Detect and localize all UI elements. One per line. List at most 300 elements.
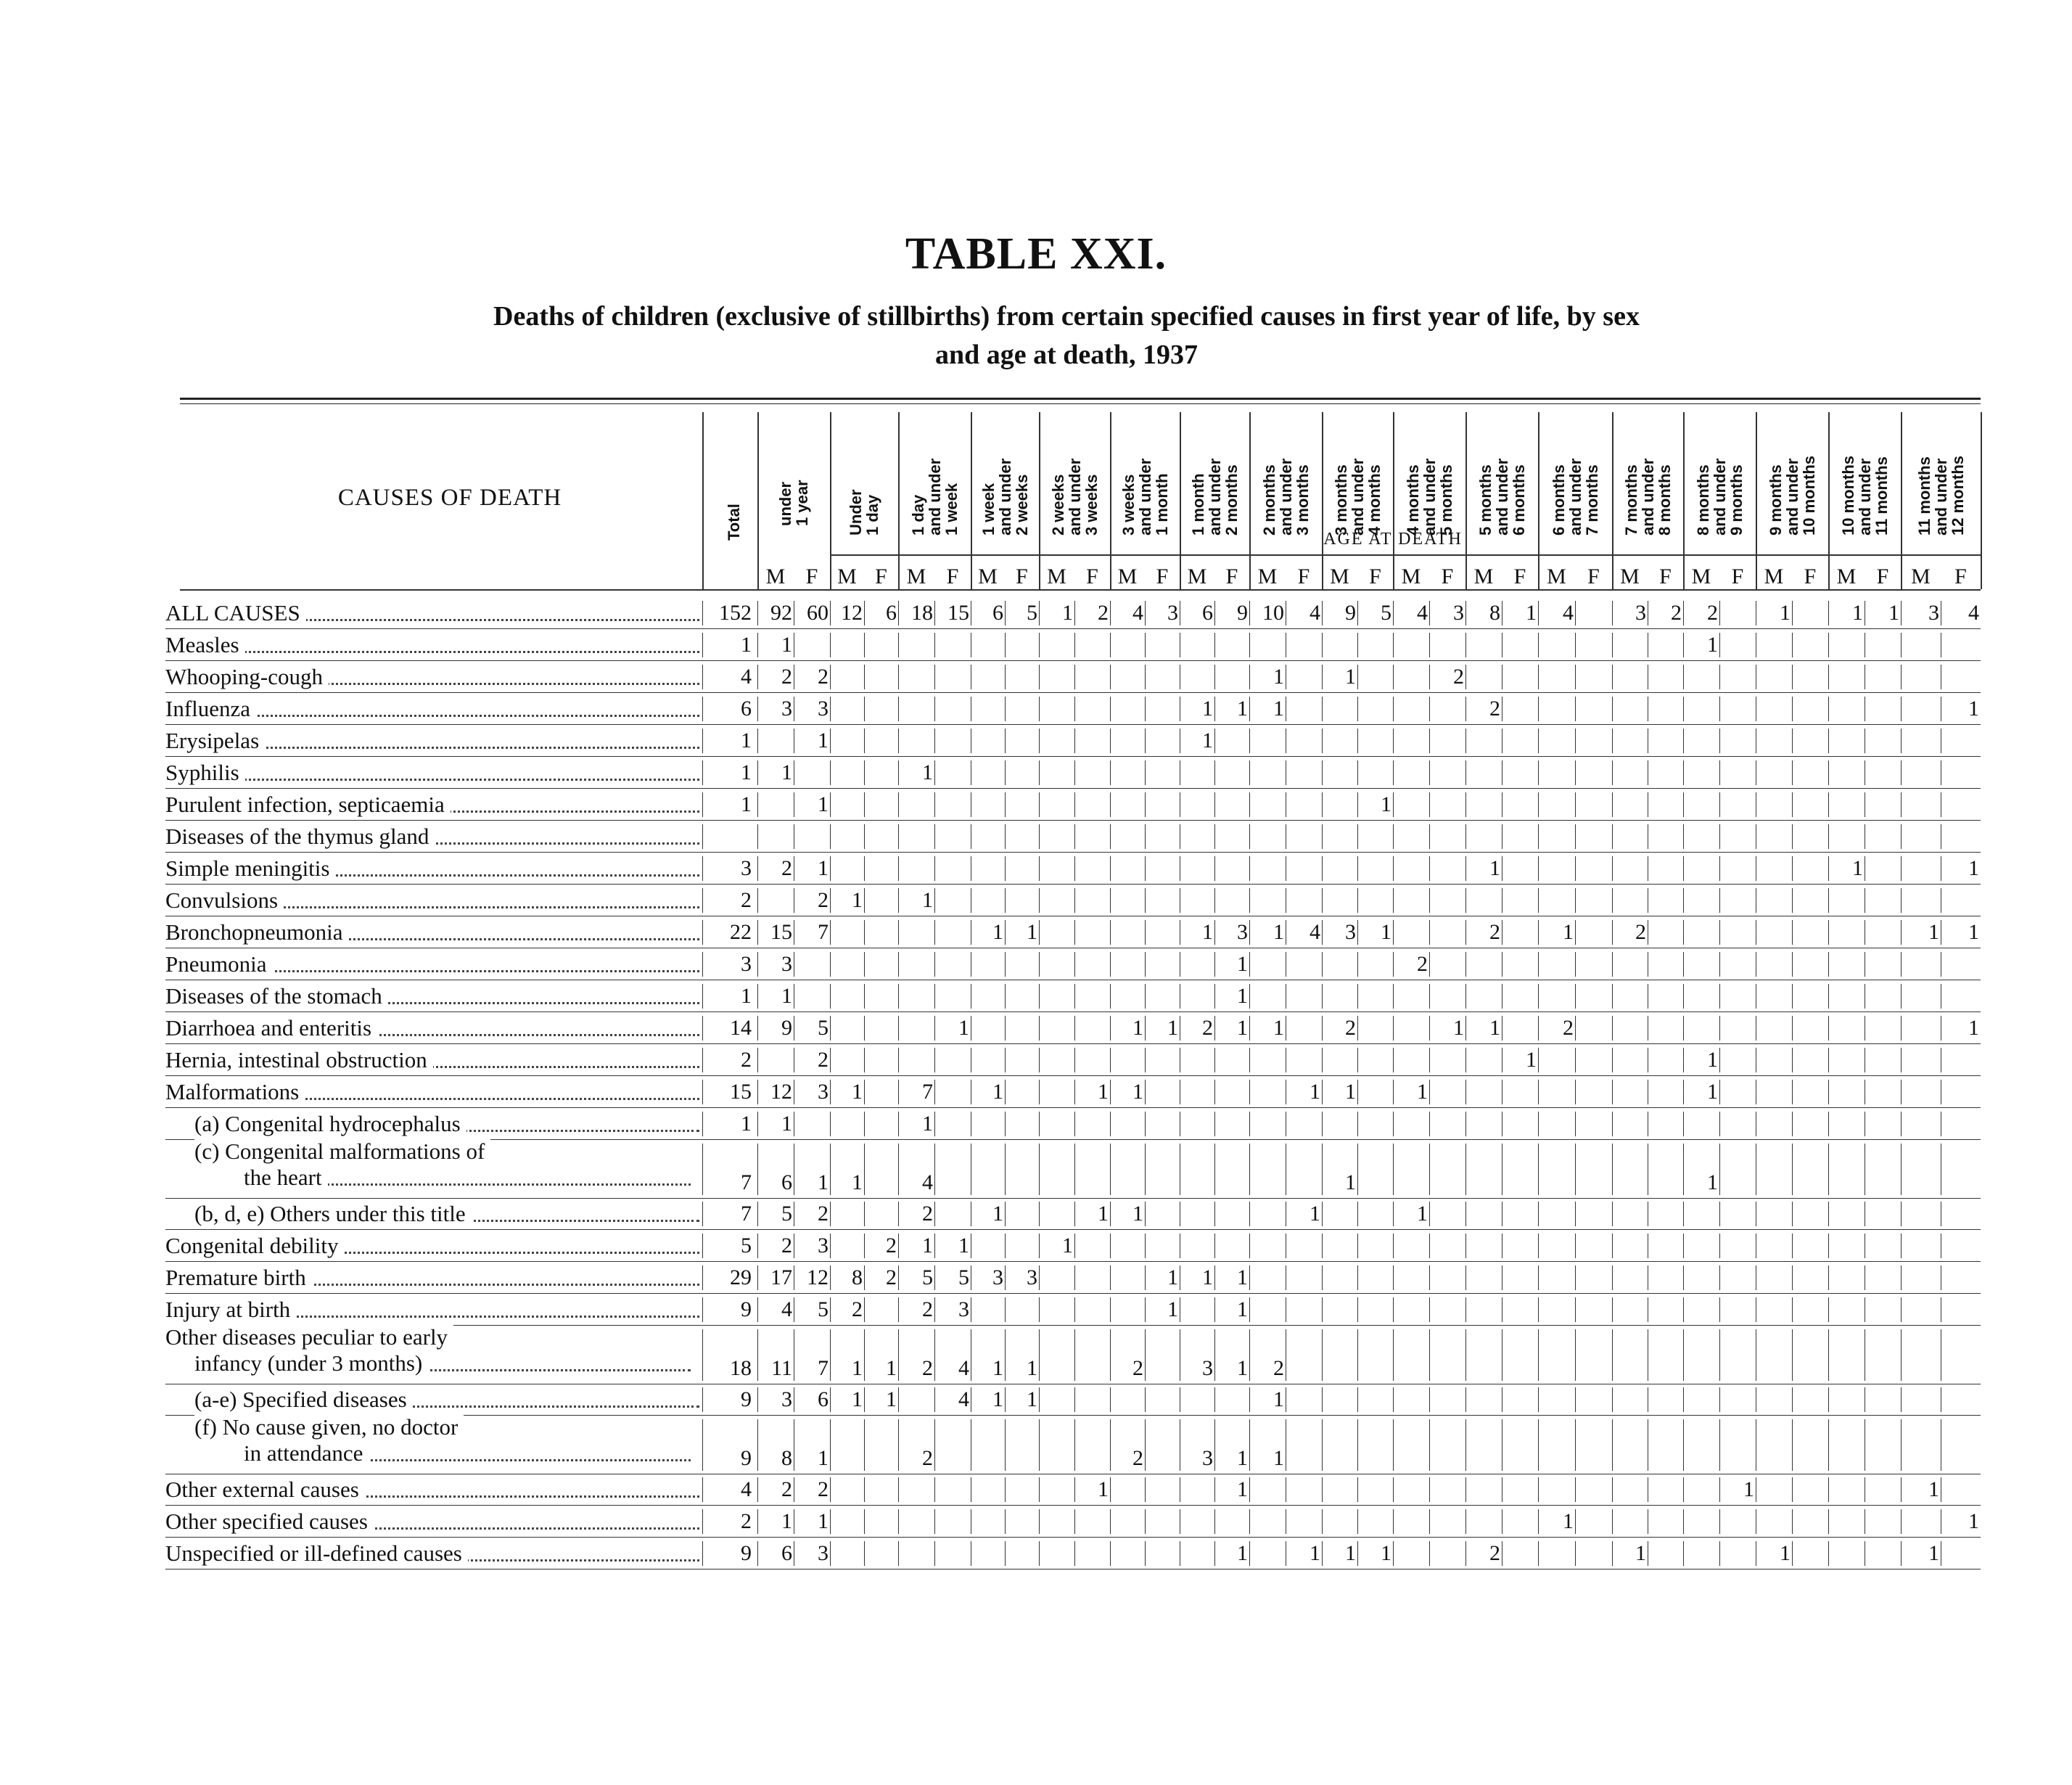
header-age-group-line: and under: [995, 458, 1014, 536]
cell-divider: [1357, 888, 1358, 913]
cell-divider: [1393, 1387, 1394, 1412]
cell-value: 1: [781, 1112, 792, 1136]
cell-divider: [1322, 1112, 1323, 1136]
cell-divider: [1575, 856, 1576, 881]
cell-value: 5: [781, 1202, 792, 1226]
cell-value: 3: [781, 1387, 792, 1411]
cell-divider: [1357, 1387, 1358, 1412]
cell-total: 1: [741, 984, 752, 1008]
cell-value: 1: [1027, 1356, 1037, 1381]
row-label: [244, 1441, 691, 1466]
cell-divider: [1612, 1509, 1613, 1534]
cell-divider: [934, 920, 935, 945]
header-female: F: [875, 565, 887, 588]
header-male: M: [978, 565, 998, 588]
cell-divider: [1612, 952, 1613, 977]
cell-divider: [1429, 1509, 1430, 1534]
cell-value: 1: [1098, 1080, 1109, 1104]
cell-divider: [1249, 1048, 1250, 1072]
cell-divider: [1901, 1144, 1902, 1195]
cell-divider: [1214, 1234, 1215, 1258]
cell-divider: [1322, 792, 1323, 817]
cell-divider: [1792, 1144, 1793, 1195]
cell-divider: [1575, 792, 1576, 817]
cell-divider: [1465, 1477, 1466, 1502]
cell-value: 5: [1027, 601, 1037, 625]
cell-value: 9: [781, 1016, 792, 1040]
cell-value: 1: [922, 888, 933, 912]
cell-value: 1: [818, 729, 829, 752]
header-female: F: [1731, 565, 1744, 588]
cell-divider: [1357, 1509, 1358, 1534]
row-label: [194, 1351, 691, 1376]
cell-divider: [1683, 1297, 1684, 1322]
cell-value: 3: [818, 1080, 829, 1104]
cell-value: 1: [1345, 1170, 1356, 1195]
cell-value: 5: [958, 1265, 969, 1289]
header-total: [725, 504, 742, 541]
header-age-group-line: and under: [1135, 458, 1154, 536]
cell-divider: [1901, 1509, 1902, 1534]
cell-total: 15: [730, 1080, 752, 1104]
cell-value: 1: [958, 1234, 969, 1257]
cell-divider: [1214, 824, 1215, 849]
cell-divider: [1039, 1016, 1040, 1041]
cell-total: 7: [741, 1170, 752, 1195]
cell-divider: [1110, 1541, 1111, 1566]
cell-value: 1: [1928, 1477, 1939, 1501]
cell-divider: [1612, 697, 1613, 721]
cell-value: 8: [852, 1265, 863, 1289]
row-label: [165, 1297, 699, 1322]
cell-divider: [934, 633, 935, 657]
cell-divider: [934, 824, 935, 849]
cell-value: 1: [852, 888, 863, 912]
cell-divider: [1465, 1265, 1466, 1290]
cell-divider: [1792, 920, 1793, 945]
cell-divider: [1145, 1329, 1146, 1381]
row-rule: [165, 1261, 1981, 1262]
header-age-group-line: and under: [1276, 458, 1295, 536]
cell-divider: [1575, 601, 1576, 625]
cell-divider: [1465, 888, 1466, 913]
cell-divider: [864, 633, 865, 657]
cell-divider: [1465, 1329, 1466, 1381]
cell-divider: [864, 984, 865, 1009]
header-age-group-line: 1 day: [863, 494, 881, 536]
header-male: M: [1473, 565, 1494, 588]
cell-divider: [1901, 888, 1902, 913]
cell-divider: [1901, 1080, 1902, 1104]
cell-divider: [898, 1477, 899, 1502]
cell-divider: [1429, 920, 1430, 945]
cell-divider: [1393, 1112, 1394, 1136]
cell-divider: [1429, 1202, 1430, 1226]
header-female: F: [1513, 565, 1526, 588]
cell-divider: [1145, 1144, 1146, 1195]
cell-divider: [757, 792, 758, 817]
cell-divider: [1719, 1048, 1720, 1072]
cell-value: 1: [818, 1446, 829, 1471]
cell-value: 1: [1635, 1541, 1646, 1565]
cell-divider: [1575, 824, 1576, 849]
cell-divider: [1074, 856, 1075, 881]
header-age-group-line: 11 months: [1872, 456, 1891, 536]
row-rule: [165, 820, 1981, 821]
cell-value: 3: [1027, 1265, 1037, 1289]
cell-divider: [1357, 633, 1358, 657]
cell-divider: [1429, 1477, 1430, 1502]
cell-value: 3: [1453, 601, 1464, 625]
row-rule: [165, 724, 1981, 725]
cell-divider: [1612, 1234, 1613, 1258]
cell-divider: [830, 1016, 831, 1041]
cell-divider: [1719, 1112, 1720, 1136]
cell-divider: [1901, 1048, 1902, 1072]
header-age-group-line: 12 months: [1948, 455, 1967, 536]
cell-value: 1: [852, 1356, 863, 1381]
cell-divider: [934, 1541, 935, 1566]
header-age-group-line: 10 months: [1799, 455, 1818, 536]
header-age-group-line: and under: [1783, 458, 1801, 536]
cell-divider: [702, 1419, 703, 1471]
cell-divider: [1429, 1048, 1430, 1072]
header-age-group-line: and under: [1566, 458, 1584, 536]
header-age-group-line: 8 months: [1693, 464, 1712, 536]
cell-divider: [1575, 1080, 1576, 1104]
cell-divider: [1110, 729, 1111, 753]
cell-value: 2: [818, 665, 829, 689]
cause-name: Hernia, intestinal obstruction: [165, 1048, 433, 1072]
cause-name: Injury at birth: [165, 1297, 296, 1322]
header-male: M: [1547, 565, 1566, 588]
cell-value: 1: [781, 984, 792, 1008]
cell-value: 1: [1888, 601, 1899, 625]
cell-divider: [864, 1202, 865, 1226]
cell-divider: [1465, 1234, 1466, 1258]
row-rule: [165, 1043, 1981, 1044]
cell-divider: [1792, 1202, 1793, 1226]
cell-value: 1: [886, 1356, 897, 1381]
cell-divider: [1039, 1477, 1040, 1502]
cell-value: 5: [818, 1016, 829, 1040]
header-age-group-line: and under: [1710, 458, 1729, 536]
header-age-group-line: 8 months: [1655, 464, 1674, 536]
cell-value: 4: [958, 1387, 969, 1411]
cell-divider: [1393, 697, 1394, 721]
cell-value: 5: [1381, 601, 1391, 625]
cell-divider: [1792, 1329, 1793, 1381]
cell-value: 2: [781, 1477, 792, 1501]
cell-value: 1: [1707, 1080, 1718, 1104]
row-label: [165, 1265, 699, 1290]
cell-divider: [702, 1509, 703, 1534]
header-divider: [757, 412, 759, 589]
row-label: [165, 1477, 699, 1502]
cell-value: 1: [1098, 1477, 1109, 1501]
cell-divider: [702, 1297, 703, 1322]
cell-value: 4: [1968, 601, 1979, 625]
cell-divider: [1683, 1112, 1684, 1136]
row-rule: [165, 692, 1981, 693]
cell-divider: [1214, 633, 1215, 657]
cell-divider: [898, 792, 899, 817]
cell-divider: [1719, 952, 1720, 977]
cell-divider: [830, 1477, 831, 1502]
cell-divider: [864, 824, 865, 849]
cell-value: 2: [1707, 601, 1718, 625]
cell-value: 1: [1968, 1016, 1979, 1040]
cell-divider: [1828, 760, 1829, 785]
cell-divider: [1005, 792, 1006, 817]
cell-divider: [1429, 1541, 1430, 1566]
row-label: [194, 1202, 699, 1226]
cell-divider: [1357, 824, 1358, 849]
cell-divider: [1901, 1387, 1902, 1412]
cell-divider: [1901, 1541, 1902, 1566]
cell-divider: [1145, 1477, 1146, 1502]
cell-divider: [1249, 1202, 1250, 1226]
cell-divider: [702, 760, 703, 785]
cell-divider: [1792, 697, 1793, 721]
cell-divider: [1074, 697, 1075, 721]
header-age-at-death: AGE AT DEATH: [1323, 530, 1463, 549]
cell-value: 3: [1928, 601, 1939, 625]
cell-divider: [1575, 1234, 1576, 1258]
cell-value: 9: [1237, 601, 1248, 625]
cell-divider: [1110, 952, 1111, 977]
cell-divider: [1074, 824, 1075, 849]
cell-divider: [1575, 760, 1576, 785]
cell-divider: [934, 665, 935, 689]
cell-divider: [934, 856, 935, 881]
cell-value: 1: [818, 1509, 829, 1533]
cell-divider: [1005, 1541, 1006, 1566]
cell-divider: [1145, 1509, 1146, 1534]
cell-divider: [830, 1112, 831, 1136]
cell-divider: [1322, 1419, 1323, 1471]
cell-divider: [1538, 856, 1539, 881]
cell-divider: [1719, 1297, 1720, 1322]
cell-value: 4: [1132, 601, 1143, 625]
cell-divider: [1901, 984, 1902, 1009]
cell-divider: [1612, 1080, 1613, 1104]
cell-value: 1: [1852, 601, 1863, 625]
row-label: [165, 1541, 699, 1566]
header-age-group-line: 4 months: [1365, 464, 1384, 536]
cell-divider: [1465, 633, 1466, 657]
header-female: F: [1016, 565, 1028, 588]
cell-total: 6: [741, 697, 752, 721]
cell-divider: [898, 665, 899, 689]
cell-value: 9: [1345, 601, 1356, 625]
cell-divider: [1074, 1016, 1075, 1041]
cell-value: 1: [922, 1112, 933, 1136]
cell-total: 22: [730, 920, 752, 944]
cell-divider: [1074, 1541, 1075, 1566]
cell-value: 1: [1202, 729, 1213, 752]
cell-divider: [1005, 1419, 1006, 1471]
cell-value: 1: [852, 1080, 863, 1104]
cell-divider: [830, 633, 831, 657]
cell-value: 1: [1968, 856, 1979, 880]
cell-divider: [1393, 888, 1394, 913]
cell-divider: [702, 1265, 703, 1290]
cell-value: 1: [992, 920, 1003, 944]
cell-total: 1: [741, 1112, 752, 1136]
cell-divider: [1357, 697, 1358, 721]
cell-divider: [702, 920, 703, 945]
header-age-group-line: 9 months: [1727, 464, 1746, 536]
cell-divider: [1828, 633, 1829, 657]
header-male: M: [906, 565, 926, 588]
cell-value: 4: [1563, 601, 1574, 625]
cell-value: 1: [1310, 1080, 1320, 1104]
cell-divider: [1393, 1329, 1394, 1381]
cell-total: 9: [741, 1446, 752, 1471]
cell-value: 1: [1202, 920, 1213, 944]
cell-divider: [702, 601, 703, 625]
cell-divider: [934, 888, 935, 913]
cell-value: 1: [958, 1016, 969, 1040]
cell-divider: [1575, 697, 1576, 721]
cell-divider: [1357, 760, 1358, 785]
cell-divider: [898, 984, 899, 1009]
cell-divider: [1683, 1387, 1684, 1412]
cell-divider: [864, 1144, 865, 1195]
cell-value: 1: [1237, 1446, 1248, 1471]
cell-divider: [1538, 1202, 1539, 1226]
cell-value: 2: [922, 1446, 933, 1471]
cell-divider: [1465, 824, 1466, 849]
cell-divider: [934, 1419, 935, 1471]
header-age-group: [1333, 459, 1383, 536]
cell-divider: [1039, 1112, 1040, 1136]
cell-divider: [830, 952, 831, 977]
cell-divider: [1538, 1387, 1539, 1412]
cell-divider: [1429, 729, 1430, 753]
cell-value: 3: [781, 952, 792, 976]
cell-divider: [702, 1016, 703, 1041]
cell-divider: [1357, 1234, 1358, 1258]
cell-divider: [1039, 665, 1040, 689]
cell-divider: [1612, 1202, 1613, 1226]
cell-divider: [1110, 633, 1111, 657]
cell-divider: [1538, 888, 1539, 913]
cell-value: 1: [818, 792, 829, 816]
cell-divider: [1393, 633, 1394, 657]
cell-total: 2: [741, 1509, 752, 1533]
cell-value: 1: [818, 1170, 829, 1195]
cell-divider: [1719, 697, 1720, 721]
cell-divider: [1538, 792, 1539, 817]
cell-divider: [1249, 633, 1250, 657]
row-label: [165, 633, 699, 657]
cell-divider: [1575, 1541, 1576, 1566]
cell-divider: [1110, 1297, 1111, 1322]
cell-divider: [1110, 1234, 1111, 1258]
cell-value: 2: [1417, 952, 1428, 976]
cell-value: 1: [781, 1509, 792, 1533]
cell-total: 5: [741, 1234, 752, 1257]
cell-value: 11: [771, 1356, 792, 1381]
cell-divider: [1901, 920, 1902, 945]
cell-divider: [1110, 1387, 1111, 1412]
cell-divider: [1357, 1297, 1358, 1322]
cell-divider: [1249, 984, 1250, 1009]
cell-divider: [1322, 1202, 1323, 1226]
cell-divider: [1074, 1265, 1075, 1290]
cause-name: Convulsions: [165, 888, 284, 913]
row-rule: [165, 884, 1981, 885]
cell-value: 1: [1062, 1234, 1073, 1257]
cell-divider: [1322, 1265, 1323, 1290]
cell-divider: [1249, 824, 1250, 849]
cell-divider: [1683, 1234, 1684, 1258]
cell-divider: [1575, 1144, 1576, 1195]
cell-divider: [1901, 952, 1902, 977]
cell-divider: [1429, 1234, 1430, 1258]
cell-divider: [702, 729, 703, 753]
cell-value: 4: [1310, 601, 1320, 625]
cause-name: (a-e) Specified diseases: [194, 1387, 413, 1412]
cell-divider: [1039, 1297, 1040, 1322]
cell-value: 1: [1381, 792, 1391, 816]
cell-divider: [864, 952, 865, 977]
cell-value: 12: [770, 1080, 792, 1104]
row-label: [165, 1325, 699, 1350]
cell-total: 4: [741, 665, 752, 689]
cell-divider: [1683, 1016, 1684, 1041]
cell-divider: [1074, 1144, 1075, 1195]
cell-divider: [1005, 1048, 1006, 1072]
cell-divider: [1393, 824, 1394, 849]
cell-value: 1: [992, 1387, 1003, 1411]
cell-divider: [1828, 1541, 1829, 1566]
cause-name: in attendance: [244, 1441, 369, 1466]
cell-divider: [1792, 665, 1793, 689]
cell-value: 2: [781, 1234, 792, 1257]
cell-divider: [1249, 1265, 1250, 1290]
cell-divider: [1719, 984, 1720, 1009]
cell-divider: [1322, 1297, 1323, 1322]
cell-divider: [1719, 824, 1720, 849]
cell-value: 2: [1202, 1016, 1213, 1040]
cell-divider: [1039, 1265, 1040, 1290]
cell-divider: [1214, 1202, 1215, 1226]
cell-divider: [934, 1477, 935, 1502]
cell-divider: [1683, 888, 1684, 913]
cell-divider: [1465, 1419, 1466, 1471]
cell-divider: [1357, 984, 1358, 1009]
cell-divider: [1357, 1419, 1358, 1471]
cell-divider: [1322, 1509, 1323, 1534]
cell-value: 1: [1167, 1016, 1178, 1040]
cell-divider: [1005, 984, 1006, 1009]
cell-divider: [830, 697, 831, 721]
header-age-group: [910, 459, 960, 536]
cell-divider: [1145, 824, 1146, 849]
row-label: [165, 1234, 699, 1258]
cell-value: 1: [1237, 1297, 1248, 1321]
header-divider: [971, 412, 972, 589]
cell-divider: [1683, 984, 1684, 1009]
cell-divider: [1465, 665, 1466, 689]
cell-divider: [1393, 1541, 1394, 1566]
cell-divider: [1005, 824, 1006, 849]
cell-divider: [830, 920, 831, 945]
cell-divider: [1575, 888, 1576, 913]
